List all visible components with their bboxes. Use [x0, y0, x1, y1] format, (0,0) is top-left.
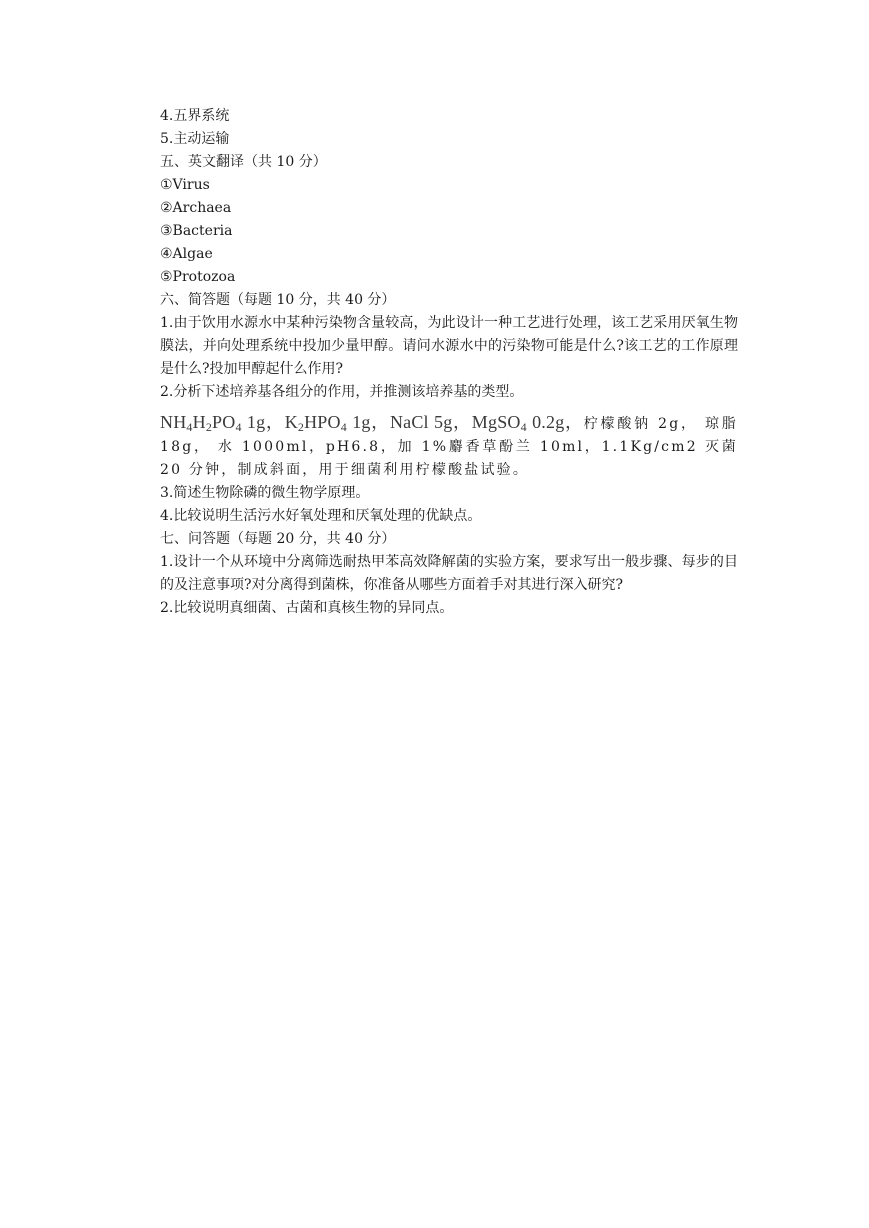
translation-item-1: ①Virus — [160, 177, 210, 193]
medium-formula-paragraph — [160, 411, 738, 482]
translation-item-2: ②Archaea — [160, 200, 232, 216]
section-heading-english-translation: 五、英文翻译（共 10 分） — [160, 154, 327, 170]
essay-question-1: 1.设计一个从环境中分离筛选耐热甲苯高效降解菌的实验方案，要求写出一般步骤、每步的目的及注意事项?对分离得到菌株，你准备从哪些方面着手对其进行深入研究? — [160, 554, 738, 593]
translation-item-4: ④Algae — [160, 246, 213, 262]
medium-formula-remainder: 柠檬酸钠 2g， 琼脂 18g， 水 1000ml，pH6.8，加 1%麝香草酚兰 10ml，1.1Kg/cm2 灭菌 20 分钟，制成斜面，用于细菌利用柠檬酸盐试验。 — [160, 416, 738, 478]
answer-item-4: 4.五界系统 — [160, 108, 230, 124]
short-answer-question-2: 2.分析下述培养基各组分的作用，并推测该培养基的类型。 — [160, 384, 524, 400]
short-answer-question-3: 3.简述生物除磷的微生物学原理。 — [160, 485, 370, 501]
medium-formula-image-text: $NH_4H_2PO_4$ 1g，$K_2HPO_4$ 1g，NaCl 5g，MgSO$_4$ 0.2g， — [160, 412, 584, 434]
translation-item-3: ③Bacteria — [160, 223, 233, 239]
document-body — [160, 105, 738, 620]
section-heading-short-answer: 六、简答题（每题 10 分，共 40 分） — [160, 292, 396, 308]
answer-item-5: 5.主动运输 — [160, 131, 230, 147]
translation-item-5: ⑤Protozoa — [160, 269, 236, 285]
section-heading-essay: 七、问答题（每题 20 分，共 40 分） — [160, 531, 396, 547]
essay-question-2: 2.比较说明真细菌、古菌和真核生物的异同点。 — [160, 600, 454, 616]
short-answer-question-4: 4.比较说明生活污水好氧处理和厌氧处理的优缺点。 — [160, 508, 482, 524]
short-answer-question-1: 1.由于饮用水源水中某种污染物含量较高，为此设计一种工艺进行处理，该工艺采用厌氧生物膜法，并向处理系统中投加少量甲醇。请问水源水中的污染物可能是什么?该工艺的工作原理是什么?投加甲醇起什么作用? — [160, 315, 738, 377]
